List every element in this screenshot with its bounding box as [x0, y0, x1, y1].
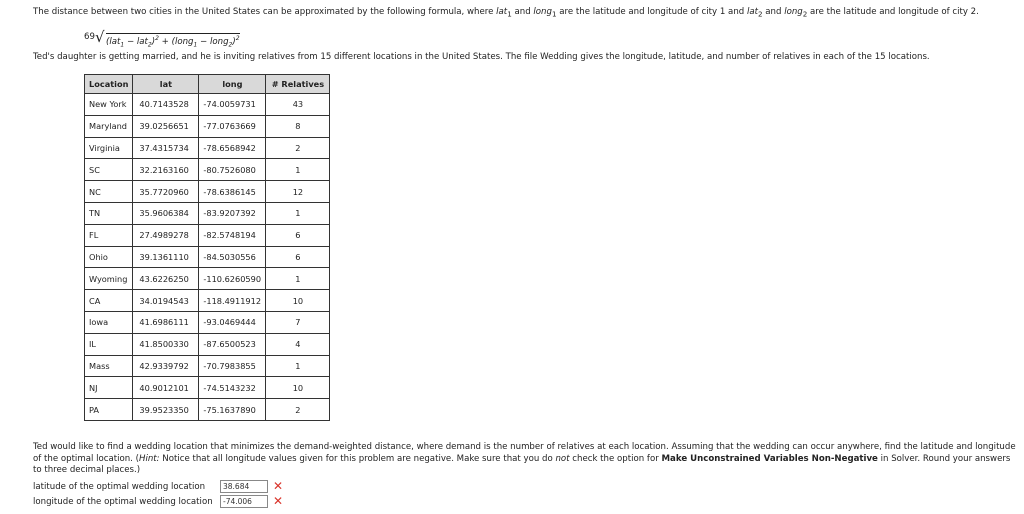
cell-lat: 27.4989278: [133, 224, 199, 246]
cell-relatives: 4: [266, 333, 330, 355]
latitude-answer-label: latitude of the optimal wedding location: [33, 482, 206, 492]
cell-lat: 43.6226250: [133, 268, 199, 290]
cell-location: NC: [85, 181, 133, 203]
table-row: [85, 181, 330, 203]
cell-location: Ohio: [85, 246, 133, 268]
cell-location: IL: [85, 333, 133, 355]
cell-location: Wyoming: [85, 268, 133, 290]
cell-lat: 41.8500330: [133, 333, 199, 355]
formula-coefficient: 69: [84, 32, 95, 42]
table-row: [85, 290, 330, 312]
cell-lat: 40.7143528: [133, 94, 199, 116]
intro-text: The distance between two cities in the United States can be approximated by the following formula, where lat$_1$ and long$_1$ are the latitude and longitude of city 1 and lat$_2$ and long$_2$ are the latitude and longitude of city 2.: [33, 7, 979, 19]
cell-lat: 39.0256651: [133, 115, 199, 137]
cell-long: -87.6500523: [199, 333, 266, 355]
cell-long: -84.5030556: [199, 246, 266, 268]
cell-lat: 42.9339792: [133, 355, 199, 377]
table-row: [85, 268, 330, 290]
table-row: [85, 377, 330, 399]
cell-long: -77.0763669: [199, 115, 266, 137]
header-long: long: [199, 75, 266, 94]
cell-relatives: 1: [266, 202, 330, 224]
cell-long: -80.7526080: [199, 159, 266, 181]
cell-long: -78.6386145: [199, 181, 266, 203]
table-row: [85, 94, 330, 116]
cell-long: -110.6260590: [199, 268, 266, 290]
cell-location: Mass: [85, 355, 133, 377]
question-prompt: Ted would like to find a wedding location that minimizes the demand-weighted distance, where demand is the number of relatives at each location. Assuming that the wedding can occur anywhere, find the latitude and longitude of the optimal location. (Hint: Notice that all longitude values given for this problem are negative. Make sure that you do not check the option for Make Unconstrained Variables Non-Negative in Solver. Round your answers to three decimal places.): [33, 442, 1016, 475]
cell-relatives: 7: [266, 311, 330, 333]
cell-long: -93.0469444: [199, 311, 266, 333]
cell-lat: 35.9606384: [133, 202, 199, 224]
table-row: [85, 333, 330, 355]
table-row: [85, 115, 330, 137]
cell-relatives: 1: [266, 355, 330, 377]
cell-relatives: 1: [266, 159, 330, 181]
cell-location: Virginia: [85, 137, 133, 159]
cell-long: -83.9207392: [199, 202, 266, 224]
header-relatives: # Relatives: [266, 75, 330, 94]
cell-long: -74.0059731: [199, 94, 266, 116]
cell-location: New York: [85, 94, 133, 116]
incorrect-icon: ✕: [273, 479, 284, 493]
cell-lat: 40.9012101: [133, 377, 199, 399]
radical-sign: √: [95, 28, 105, 46]
table-row: [85, 202, 330, 224]
table-header-row: [85, 75, 330, 94]
cell-location: TN: [85, 202, 133, 224]
cell-lat: 34.0194543: [133, 290, 199, 312]
cell-relatives: 10: [266, 290, 330, 312]
cell-location: FL: [85, 224, 133, 246]
cell-relatives: 6: [266, 224, 330, 246]
cell-location: Iowa: [85, 311, 133, 333]
cell-lat: 39.9523350: [133, 399, 199, 421]
wedding-data-table: [84, 74, 330, 421]
cell-relatives: 12: [266, 181, 330, 203]
cell-location: NJ: [85, 377, 133, 399]
latitude-answer-input[interactable]: [220, 480, 268, 493]
table-row: [85, 246, 330, 268]
problem-description: Ted's daughter is getting married, and he is inviting relatives from 15 different locations in the United States. The file Wedding gives the longitude, latitude, and number of relatives in each of the 15 locations.: [33, 52, 930, 62]
table-row: [85, 159, 330, 181]
cell-lat: 32.2163160: [133, 159, 199, 181]
cell-location: CA: [85, 290, 133, 312]
cell-lat: 41.6986111: [133, 311, 199, 333]
cell-lat: 37.4315734: [133, 137, 199, 159]
cell-location: PA: [85, 399, 133, 421]
longitude-answer-label: longitude of the optimal wedding location: [33, 497, 213, 507]
cell-relatives: 8: [266, 115, 330, 137]
cell-relatives: 10: [266, 377, 330, 399]
table-row: [85, 399, 330, 421]
table-row: [85, 137, 330, 159]
table-row: [85, 355, 330, 377]
cell-long: -74.5143232: [199, 377, 266, 399]
cell-lat: 39.1361110: [133, 246, 199, 268]
cell-relatives: 1: [266, 268, 330, 290]
cell-location: Maryland: [85, 115, 133, 137]
cell-long: -82.5748194: [199, 224, 266, 246]
formula-radicand: $(lat_1 - lat_2)^2$ + (long$_1$ − long$_2$)$^2$: [106, 35, 240, 49]
incorrect-icon: ✕: [273, 494, 284, 508]
cell-lat: 35.7720960: [133, 181, 199, 203]
header-lat: lat: [133, 75, 199, 94]
cell-relatives: 43: [266, 94, 330, 116]
table-row: [85, 311, 330, 333]
cell-location: SC: [85, 159, 133, 181]
cell-long: -118.4911912: [199, 290, 266, 312]
longitude-answer-input[interactable]: [220, 495, 268, 508]
cell-long: -78.6568942: [199, 137, 266, 159]
cell-long: -75.1637890: [199, 399, 266, 421]
header-location: Location: [85, 75, 133, 94]
table-row: [85, 224, 330, 246]
cell-relatives: 2: [266, 137, 330, 159]
cell-long: -70.7983855: [199, 355, 266, 377]
cell-relatives: 2: [266, 399, 330, 421]
cell-relatives: 6: [266, 246, 330, 268]
